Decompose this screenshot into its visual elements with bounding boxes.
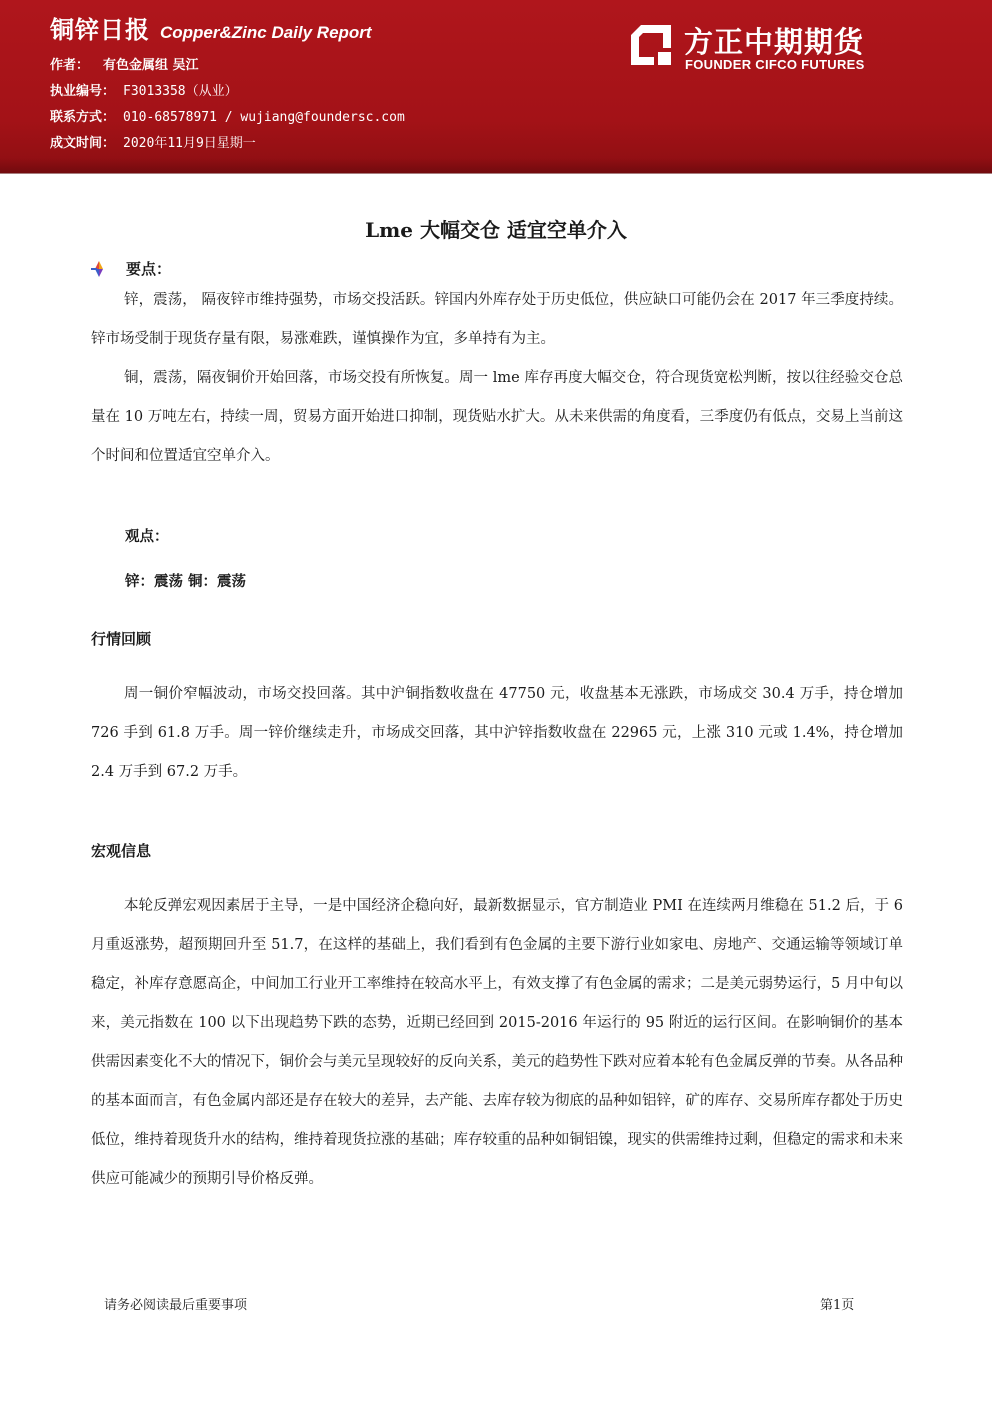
viewpoint-label: 观点： <box>125 529 169 545</box>
license-value: F3013358（从业） <box>123 84 238 99</box>
author-row <box>50 54 199 73</box>
zinc-paragraph: 锌，震荡， 隔夜锌市维持强势，市场交投活跃。锌国内外库存处于历史低位，供应缺口可能仍会在 2017 年三季度持续。锌市场受制于现货存量有限，易涨难跌，谨慎操作为宜，多单持有为主。 <box>91 292 903 347</box>
founder-cifco-logo <box>628 22 888 74</box>
header-shadow <box>0 158 992 174</box>
logo-text-en: FOUNDER CIFCO FUTURES <box>685 57 865 72</box>
document-title: Lme 大幅交仓 适宜空单介入 <box>365 218 627 242</box>
contact-label: 联系方式： <box>50 110 116 125</box>
footer-notice: 请务必阅读最后重要事项 <box>104 1298 248 1313</box>
market-paragraph: 周一铜价窄幅波动，市场交投回落。其中沪铜指数收盘在 47750 元，收盘基本无涨跌，市场成交 30.4 万手，持仓增加 726 手到 61.8 万手。周一锌价继续走升，市场成交回落，其中沪锌指数收盘在 22965 元，上涨 310 元或 1.4%，持仓增加 2.4 万手到 67.2 万手。 <box>91 686 903 780</box>
copper-paragraph: 铜，震荡，隔夜铜价开始回落，市场交投有所恢复。周一 lme 库存再度大幅交仓，符合现货宽松判断，按以往经验交仓总量在 10 万吨左右，持续一周，贸易方面开始进口抑制，现货贴水扩大。从未来供需的角度看，三季度仍有低点，交易上当前这个时间和位置适宜空单介入。 <box>91 370 903 464</box>
macro-paragraph: 本轮反弹宏观因素居于主导，一是中国经济企稳向好，最新数据显示，官方制造业 PMI 在连续两月维稳在 51.2 后，于 6 月重返涨势，超预期回升至 51.7，在这样的基础上，我们看到有色金属的主要下游行业如家电、房地产、交通运输等领域订单稳定，补库存意愿高企，中间加工行业开工率维持在较高水平上，有效支撑了有色金属的需求；二是美元弱势运行，5 月中旬以来，美元指数在 100 以下出现趋势下跌的态势，近期已经回到 2015-2016 年运行的 95 附近的运行区间。在影响铜价的基本供需因素变化不大的情况下，铜价会与美元呈现较好的反向关系，美元的趋势性下跌对应着本轮有色金属反弹的节奏。从各品种的基本面而言，有色金属内部还是存在较大的差异，去产能、去库存较为彻底的品种如铝锌，矿的库存、交易所库存都处于历史低位，维持着现货升水的结构，维持着现货拉涨的基础；库存较重的品种如铜铝镍，现实的供需维持过剩，但稳定的需求和未来供应可能减少的预期引导价格反弹。 <box>91 898 903 1187</box>
date-value: 2020年11月9日星期一 <box>123 136 256 151</box>
date-row <box>50 132 256 151</box>
author-value: 有色金属组 吴江 <box>103 58 199 73</box>
section-market-review: 行情回顾 <box>91 630 152 648</box>
report-title <box>50 10 372 45</box>
contact-row <box>50 106 405 125</box>
viewpoint-value: 锌：震荡 铜：震荡 <box>125 574 247 590</box>
date-label: 成文时间： <box>50 136 116 151</box>
page-number: 第1页 <box>820 1298 855 1313</box>
header-banner <box>0 0 992 173</box>
section-macro: 宏观信息 <box>91 842 152 860</box>
license-label: 执业编号： <box>50 84 116 99</box>
report-title-cn: 铜锌日报 <box>50 16 150 44</box>
logo-text-cn: 方正中期期货 <box>684 25 865 59</box>
report-title-en: Copper&Zinc Daily Report <box>160 23 372 42</box>
keypoints-heading <box>90 258 171 279</box>
logo-mark-icon <box>628 22 674 68</box>
contact-value: 010-68578971 / wujiang@foundersc.com <box>123 110 405 125</box>
bullet-diamond-icon <box>90 260 108 278</box>
license-row <box>50 80 238 99</box>
keypoints-label: 要点： <box>126 260 172 278</box>
author-label: 作者： <box>50 58 90 73</box>
